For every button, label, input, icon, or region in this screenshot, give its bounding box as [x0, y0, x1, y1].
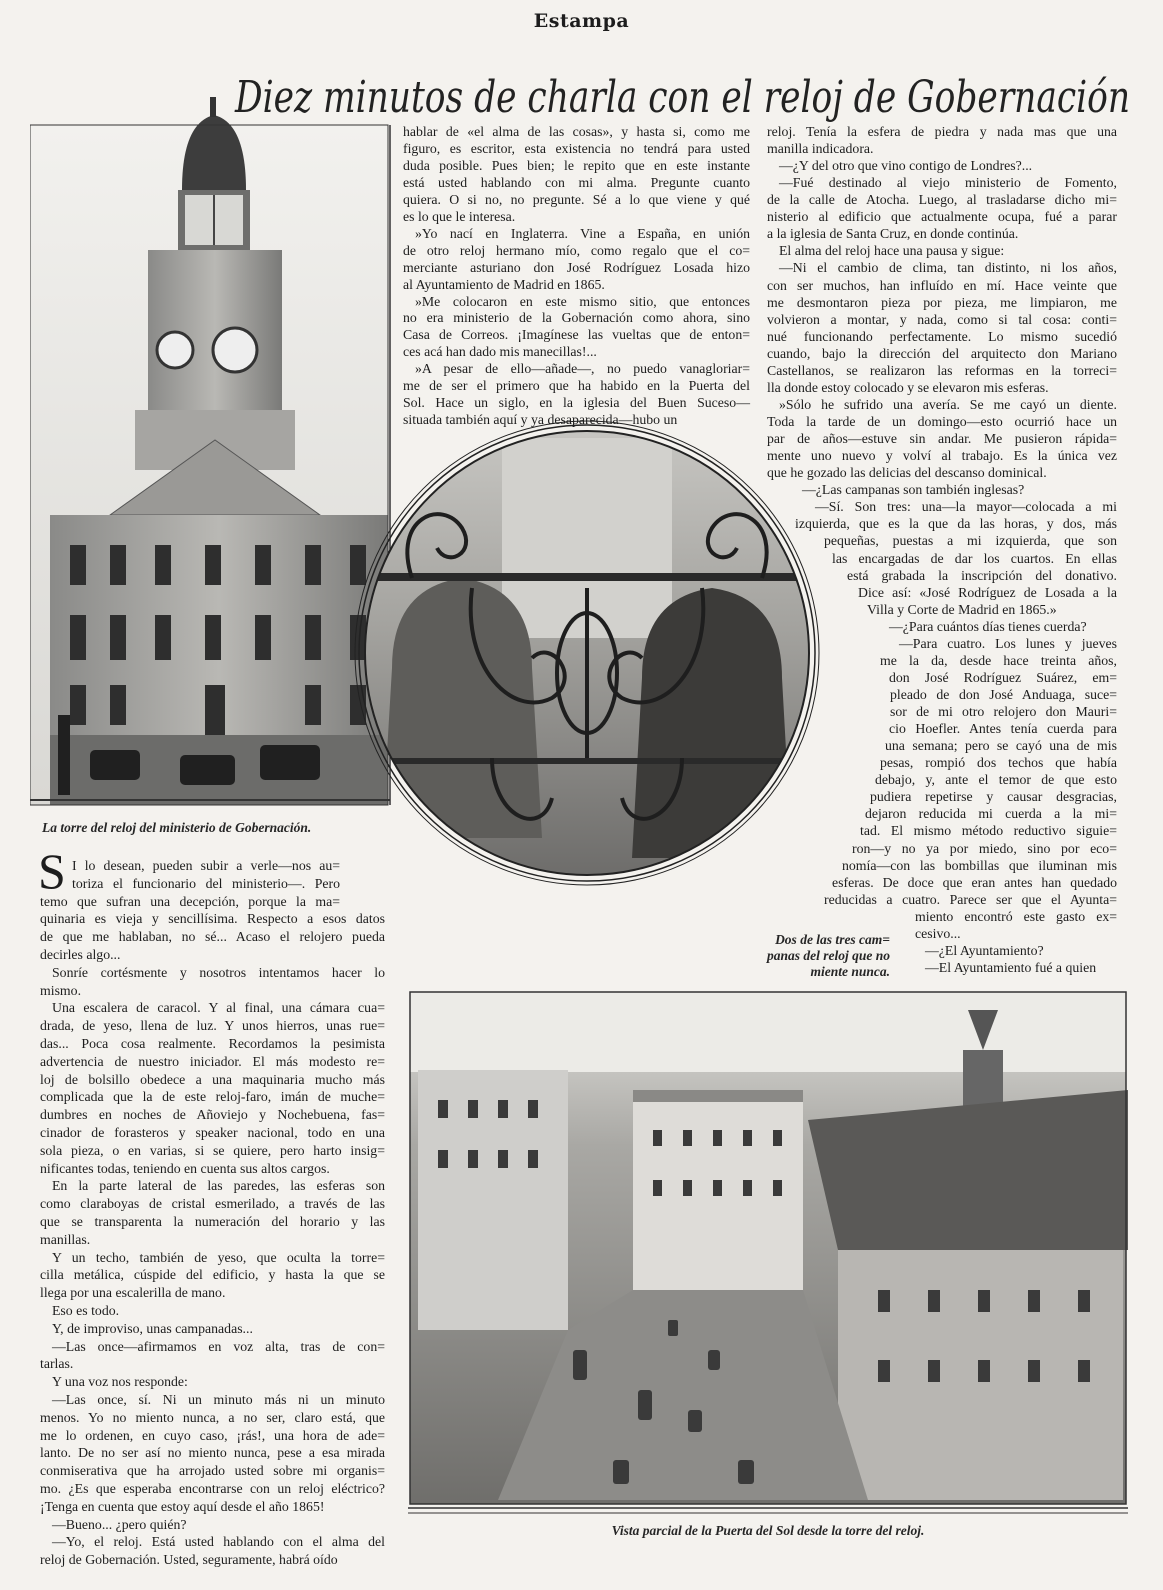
column-1-line: Y un techo, también de yeso, que oculta la torre=: [52, 1249, 385, 1265]
column-1-line: llega por una escalerilla de mano.: [40, 1285, 226, 1301]
column-1-line: mo. ¿Es que esperaba encontrarse con un reloj eléctrico?: [40, 1481, 385, 1496]
column-3-line: nué funcionando perfectamente. Lo mismo sucedió: [767, 328, 1117, 344]
column-1-line: En la parte lateral de las paredes, las esferas son: [52, 1178, 385, 1194]
column-3-line: pudiera repetirse y causar desgracias,: [870, 789, 1117, 805]
tower-photo-caption: La torre del reloj del ministerio de Gobernación.: [42, 820, 312, 835]
column-1-line: advertencia de nuestro iniciador. El más modesto re=: [40, 1053, 385, 1069]
column-1-line: I lo desean, pueden subir a verle—nos au=: [72, 858, 340, 873]
column-2-line: hablar de «el alma de las cosas», y hasta si, como me: [403, 124, 750, 139]
column-1-line: —Bueno... ¿pero quién?: [52, 1516, 187, 1532]
column-1-line: Una escalera de caracol. Y al final, una cámara cua=: [52, 1000, 385, 1016]
column-3-line: par de años—estuve sin andar. Me pusieron rápida=: [767, 431, 1117, 447]
column-1-line: temo que sufran una decepción, porque la ma=: [40, 893, 340, 909]
column-1-line: cinador de forasteros y speaker nacional, todo en una: [40, 1125, 385, 1140]
column-3-line: me la da, desde hace treinta años,: [880, 652, 1117, 668]
column-3-line: dejaron reducida mi cuerda a la mi=: [865, 806, 1117, 822]
column-1-line: que se transparenta la numeración del horario y las: [40, 1214, 385, 1229]
bells-caption-line: miente nunca.: [810, 964, 890, 979]
column-3-line: —¿Para cuántos días tienes cuerda?: [889, 618, 1087, 634]
column-3-line: ron—y no ya por miedo, sino por eco=: [852, 840, 1117, 856]
column-3-line: nisterio al edificio que actualmente ocupa, fué a parar: [767, 209, 1117, 225]
bells-caption-line: panas del reloj que no: [766, 948, 890, 963]
column-2-line: es lo que le interesa.: [403, 208, 516, 224]
column-1-line: me lo ordenen, en cuyo caso, ¡rás!, una hora de ade=: [40, 1427, 385, 1443]
column-1-line: manillas.: [40, 1231, 91, 1247]
column-3-line: pesas, rompió dos techos que había: [880, 755, 1117, 771]
column-3-line: Castellanos, se realizaron las reformas en la torreci=: [767, 362, 1117, 378]
column-3-line: volvieron a montar, y nada, como si tal cosa: conti=: [767, 311, 1117, 327]
column-1-line: Y una voz nos responde:: [52, 1374, 188, 1390]
column-3-line: está grabada la inscripción del donativo.: [847, 567, 1117, 583]
column-3-line: pequeñas, puestas a mi izquierda, que son: [824, 533, 1117, 549]
column-3-line: una semana; pero se cayó una de mis: [885, 738, 1117, 754]
column-2-line: ces acá han dado mis manecillas!...: [403, 344, 597, 360]
column-3-line: reloj. Tenía la esfera de piedra y nada mas que una: [767, 124, 1117, 139]
column-3-line: nomía—con las bombillas que iluminan mis: [842, 857, 1117, 873]
column-3-line: debajo, y, ante el temor de que esto: [875, 772, 1117, 788]
column-3-line: El alma del reloj hace una pausa y sigue:: [779, 243, 1005, 259]
column-3-line: —Ni el cambio de clima, tan distinto, ni los años,: [779, 260, 1117, 276]
article-title-text: Diez minutos de charla con el reloj de Gobernación: [234, 72, 1130, 123]
column-2-line: »A pesar de ello—añade—, no puedo vanagloriar=: [415, 361, 750, 377]
column-2-line: »Me colocaron en este mismo sitio, que entonces: [415, 293, 750, 309]
bells-photo-caption: [740, 932, 890, 980]
column-3-line: Dice así: «José Rodríguez de Losada a la: [858, 584, 1117, 600]
column-1-line: reloj de Gobernación. Usted, seguramente, habrá oído: [40, 1552, 338, 1568]
column-1-line: nificantes todas, teniendo en cuenta sus altos cargos.: [40, 1160, 330, 1176]
puerta-del-sol-photo: [408, 990, 1128, 1520]
column-1-line: Sonríe cortésmente y nosotros intentamos hacer lo: [52, 964, 385, 980]
puerta-del-sol-caption: Vista parcial de la Puerta del Sol desde la torre del reloj.: [611, 1523, 925, 1538]
column-2-line: no era ministerio de la Gobernación como ahora, sino: [403, 310, 750, 326]
column-1-line: toriza el funcionario del ministerio—. Pero: [72, 875, 340, 891]
column-1-line: tarlas.: [40, 1356, 74, 1372]
column-3-line: —¿El Ayuntamiento?: [925, 942, 1044, 958]
column-1-line: —Yo, el reloj. Está usted hablando con el alma del: [52, 1534, 385, 1550]
column-1-line: complicada que la de este reloj-faro, imán de muche=: [40, 1089, 385, 1105]
column-3-line: esferas. De doce que eran antes han quedado: [832, 874, 1117, 890]
column-3-line: Toda la tarde de un domingo—esto ocurrió hace un: [767, 414, 1117, 430]
column-1-line: quinaria es vieja y sencillísima. Respecto a esos datos: [40, 911, 385, 927]
drop-cap: S: [38, 843, 66, 899]
column-3-line: me desmontaron pieza por pieza, me limpiaron, me: [767, 294, 1117, 310]
column-1-line: Eso es todo.: [52, 1303, 120, 1318]
column-3-line: —¿Y del otro que vino contigo de Londres?...: [779, 158, 1033, 174]
column-2-line: al Ayuntamiento de Madrid en 1865.: [403, 276, 605, 292]
column-1-line: mismo.: [40, 982, 82, 998]
column-3-line: de la calle de Atocha. Luego, al trasladarse dicho mi=: [767, 192, 1117, 208]
column-3-line: Villa y Corte de Madrid en 1865.»: [867, 601, 1057, 617]
column-2-line: merciante asturiano don José Rodríguez Losada hizo: [403, 259, 750, 275]
column-3-line: cio Hoefler. Antes tenía cuerda para: [889, 721, 1117, 737]
column-3-line: —Para cuatro. Los lunes y jueves: [899, 635, 1117, 651]
column-2-line: de otro reloj hermano mío, como regalo que el co=: [403, 242, 750, 258]
column-3-line: —El Ayuntamiento fué a quien: [925, 959, 1097, 975]
column-1-line: lanto. De no ser así no miento nunca, pese a esa mirada: [40, 1445, 385, 1461]
column-1-line: drada, de yeso, llena de luz. Y unos hierros, unas rue=: [40, 1018, 385, 1034]
column-3-line: las encargadas de dar los cuartos. En ellas: [832, 550, 1117, 566]
column-2-line: duda posible. Pues bien; le repito que en este instante: [403, 157, 750, 173]
column-1-line: loj de bolsillo obedece a una maquinaria mucho más: [40, 1071, 385, 1087]
column-3-line: que he gozado las delicias del descanso dominical.: [767, 465, 1047, 481]
column-1-line: cilla metálica, cúspide del edificio, y hasta la que se: [40, 1267, 385, 1283]
column-2-line: Casa de Correos. ¡Imagínese las vueltas que de enton=: [403, 327, 750, 343]
column-3-line: —Fué destinado al viejo ministerio de Fomento,: [779, 175, 1117, 191]
column-1-line: como claraboyas de cristal esmerilado, a través de las: [40, 1196, 385, 1212]
column-1-line: —Las once—afirmamos en voz alta, tras de con=: [52, 1338, 385, 1354]
column-1-line: Y, de improviso, unas campanadas...: [52, 1320, 253, 1336]
column-1-line: dumbres en noches de Añoviejo y Nochebuena, fas=: [40, 1107, 385, 1123]
column-1-line: menos. Yo no miento nunca, a no ser, claro está, que: [40, 1409, 385, 1425]
column-3-line: lla donde estoy colocado y se elevaron mis esferas.: [767, 379, 1049, 395]
column-1-line: ¡Tenga en cuenta que estoy aquí desde el año 1865!: [40, 1498, 325, 1514]
column-1-line: —Las once, sí. Ni un minuto más ni un minuto: [52, 1392, 385, 1407]
magazine-name: Estampa: [533, 10, 630, 32]
column-3-line: con ser muchos, han influído en mí. Hace veinte que: [767, 277, 1117, 293]
column-3-line: sor de mi otro relojero don Mauri=: [890, 704, 1117, 720]
column-1-line: de que me hablaban, no sé... Acaso el relojero pueda: [40, 929, 385, 945]
column-3-line: mente uno nuevo y volví al trabajo. Es la única vez: [767, 448, 1117, 464]
column-2-line: figuro, es escritor, esta existencia no tendrá para usted: [403, 140, 750, 156]
column-2-line: Sol. Hace un siglo, en la iglesia del Buen Suceso—: [403, 395, 750, 411]
column-3-line: —Sí. Son tres: una—la mayor—colocada a mi: [815, 499, 1117, 515]
column-2-line: me de ser el primero que ha habido en la Puerta del: [403, 378, 750, 394]
column-3-line: —¿Las campanas son también inglesas?: [802, 482, 1025, 498]
column-3-line: »Sólo he sufrido una avería. Se me cayó un diente.: [779, 396, 1117, 412]
column-1-line: decirles algo...: [40, 947, 121, 962]
column-3-line: pleado de don José Anduaga, suce=: [890, 686, 1117, 702]
column-1-line: sola pieza, o en varias, si se quiere, pero harto insig=: [40, 1142, 385, 1158]
column-3-line: cuando, bajo la dirección del arquitecto don Mariano: [767, 345, 1117, 361]
column-3-line: miento encontró este gasto ex=: [915, 908, 1117, 924]
column-3-line: don José Rodríguez Suárez, em=: [889, 669, 1117, 685]
column-3-line: manilla indicadora.: [767, 141, 874, 157]
column-1-line: das... Poca cosa realmente. Recordamos la pesimista: [40, 1036, 385, 1051]
column-3-line: tad. El mismo método reductivo siguie=: [860, 823, 1117, 839]
clock-tower-photo: [30, 95, 392, 810]
column-2-line: quiera. O si no, no pregunte. Sé a lo que viene y qué: [403, 191, 750, 207]
column-3-line: izquierda, que es la que da las horas, y dos, más: [795, 516, 1117, 532]
column-2-line: está usted hablando con mi alma. Pregunte cuanto: [403, 174, 750, 190]
column-3-line: reducidas a cuatro. Parece ser que el Ayunta=: [824, 891, 1117, 907]
bells-caption-line: Dos de las tres cam=: [775, 932, 890, 947]
column-2-line: »Yo nací en Inglaterra. Vine a España, en unión: [415, 225, 750, 241]
column-2-line: situada también aquí y ya desaparecida—hubo un: [403, 412, 678, 428]
column-3-line: a la iglesia de Santa Cruz, en donde continúa.: [767, 226, 1019, 242]
bells-photo: [352, 418, 822, 888]
column-1-line: conmiserativa que ha arrojado usted sobre mi organis=: [40, 1463, 385, 1479]
column-3-line: cesivo...: [915, 925, 961, 941]
